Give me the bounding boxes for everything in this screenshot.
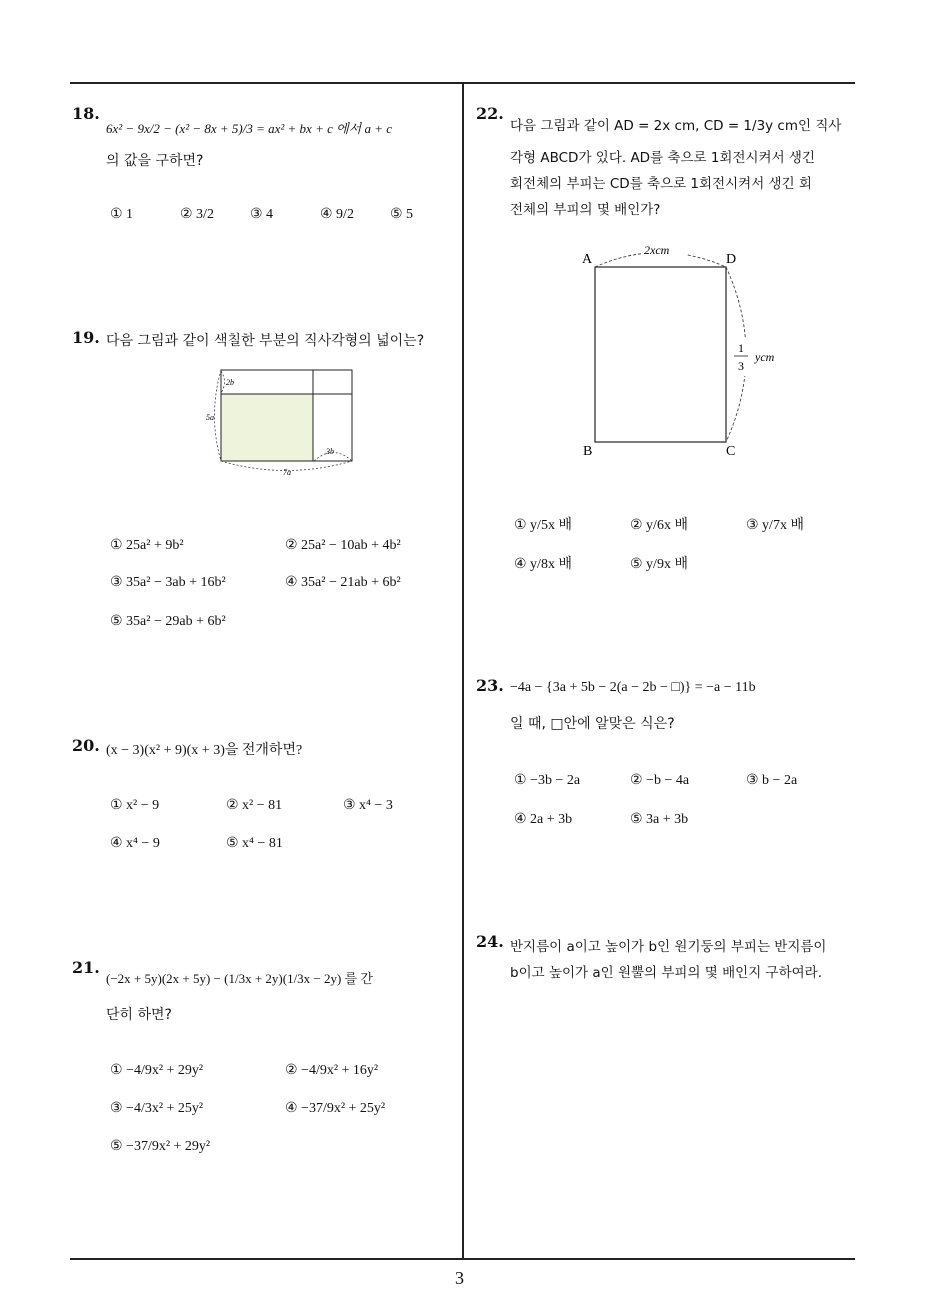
option-1[interactable]: ① 25a² + 9b² bbox=[110, 538, 184, 553]
question-number: 21. bbox=[72, 958, 100, 977]
brace-2b bbox=[221, 371, 225, 393]
option-2[interactable]: ② −4/9x² + 16y² bbox=[285, 1063, 379, 1078]
vertex-b: B bbox=[583, 444, 593, 459]
label-5a: 5a bbox=[206, 413, 214, 422]
option-1[interactable]: ① x² − 9 bbox=[110, 798, 160, 813]
question-number: 19. bbox=[72, 328, 100, 347]
question-line-2: 각형 ABCD가 있다. AD를 축으로 1회전시켜서 생긴 bbox=[510, 150, 815, 166]
option-1[interactable]: ① 1 bbox=[110, 207, 134, 222]
question-number: 23. bbox=[476, 676, 504, 695]
option-4[interactable]: ④ 2a + 3b bbox=[514, 812, 573, 827]
option-3[interactable]: ③ 4 bbox=[250, 207, 274, 222]
option-5[interactable]: ⑤ −37/9x² + 29y² bbox=[110, 1139, 211, 1154]
rectangle-figure bbox=[200, 362, 360, 482]
question-text: (−2x + 5y)(2x + 5y) − (1/3x + 2y)(1/3x − 2y) 를 간 bbox=[106, 971, 373, 986]
option-4[interactable]: ④ y/8x 배 bbox=[514, 557, 572, 572]
column-divider bbox=[462, 82, 464, 1260]
option-4[interactable]: ④ −37/9x² + 25y² bbox=[285, 1101, 386, 1116]
page-number: 3 bbox=[455, 1268, 464, 1288]
question-number: 24. bbox=[476, 932, 504, 951]
option-3[interactable]: ③ 35a² − 3ab + 16b² bbox=[110, 575, 226, 590]
question-line-3: 회전체의 부피는 CD를 축으로 1회전시켜서 생긴 회 bbox=[510, 176, 812, 192]
bottom-rule bbox=[70, 1258, 855, 1260]
question-text: 의 값을 구하면? bbox=[106, 153, 204, 169]
label-ad-length: 2xcm bbox=[644, 243, 670, 257]
option-5[interactable]: ⑤ 3a + 3b bbox=[630, 812, 689, 827]
option-2[interactable]: ② 25a² − 10ab + 4b² bbox=[285, 538, 401, 553]
vertex-a: A bbox=[582, 252, 593, 267]
question-line-2: b이고 높이가 a인 원뿔의 부피의 몇 배인지 구하여라. bbox=[510, 965, 822, 981]
vertex-c: C bbox=[726, 444, 736, 459]
question-equation: 6x² − 9x/2 − (x² − 8x + 5)/3 = ax² + bx + c 에서 a + c bbox=[106, 121, 393, 136]
option-4[interactable]: ④ 35a² − 21ab + 6b² bbox=[285, 575, 401, 590]
option-3[interactable]: ③ x⁴ − 3 bbox=[343, 798, 393, 813]
question-line-1: 반지름이 a이고 높이가 b인 원기둥의 부피는 반지름이 bbox=[510, 939, 827, 955]
question-number: 18. bbox=[72, 104, 100, 123]
label-7a: 7a bbox=[283, 468, 291, 477]
question-text-tail: 단히 하면? bbox=[106, 1007, 172, 1023]
option-2[interactable]: ② y/6x 배 bbox=[630, 518, 688, 533]
question-text: 다음 그림과 같이 색칠한 부분의 직사각형의 넓이는? bbox=[106, 333, 425, 349]
label-cd-fraction-num: 1 bbox=[738, 341, 744, 355]
option-2[interactable]: ② x² − 81 bbox=[226, 798, 283, 813]
option-5[interactable]: ⑤ 5 bbox=[390, 207, 414, 222]
option-1[interactable]: ① y/5x 배 bbox=[514, 518, 572, 533]
option-3[interactable]: ③ y/7x 배 bbox=[746, 518, 804, 533]
question-text: (x − 3)(x² + 9)(x + 3)을 전개하면? bbox=[106, 743, 303, 758]
option-5[interactable]: ⑤ y/9x 배 bbox=[630, 557, 688, 572]
option-4[interactable]: ④ 9/2 bbox=[320, 207, 354, 222]
question-line-1: 다음 그림과 같이 AD = 2x cm, CD = 1/3y cm인 직사 bbox=[510, 118, 842, 134]
label-2b: 2b bbox=[226, 378, 234, 387]
brace-5a bbox=[215, 370, 222, 461]
option-4[interactable]: ④ x⁴ − 9 bbox=[110, 836, 160, 851]
option-3[interactable]: ③ b − 2a bbox=[746, 773, 798, 788]
option-1[interactable]: ① −3b − 2a bbox=[514, 773, 581, 788]
rectangle-abcd bbox=[595, 267, 726, 442]
question-number: 20. bbox=[72, 736, 100, 755]
option-1[interactable]: ① −4/9x² + 29y² bbox=[110, 1063, 204, 1078]
option-5[interactable]: ⑤ 35a² − 29ab + 6b² bbox=[110, 614, 226, 629]
shaded-rectangle bbox=[221, 394, 313, 461]
question-text: 일 때, □안에 알맞은 식은? bbox=[510, 716, 675, 732]
vertex-d: D bbox=[726, 252, 737, 267]
rectangle-abcd-figure bbox=[576, 238, 796, 463]
question-equation: −4a − {3a + 5b − 2(a − 2b − □)} = −a − 11b bbox=[510, 680, 756, 695]
question-number: 22. bbox=[476, 104, 504, 123]
question-line-4: 전체의 부피의 몇 배인가? bbox=[510, 202, 661, 218]
option-5[interactable]: ⑤ x⁴ − 81 bbox=[226, 836, 283, 851]
option-2[interactable]: ② −b − 4a bbox=[630, 773, 690, 788]
label-3b: 3b bbox=[326, 447, 334, 456]
label-cd-unit: ycm bbox=[755, 350, 775, 364]
option-2[interactable]: ② 3/2 bbox=[180, 207, 214, 222]
label-cd-fraction-den: 3 bbox=[738, 359, 744, 373]
option-3[interactable]: ③ −4/3x² + 25y² bbox=[110, 1101, 204, 1116]
